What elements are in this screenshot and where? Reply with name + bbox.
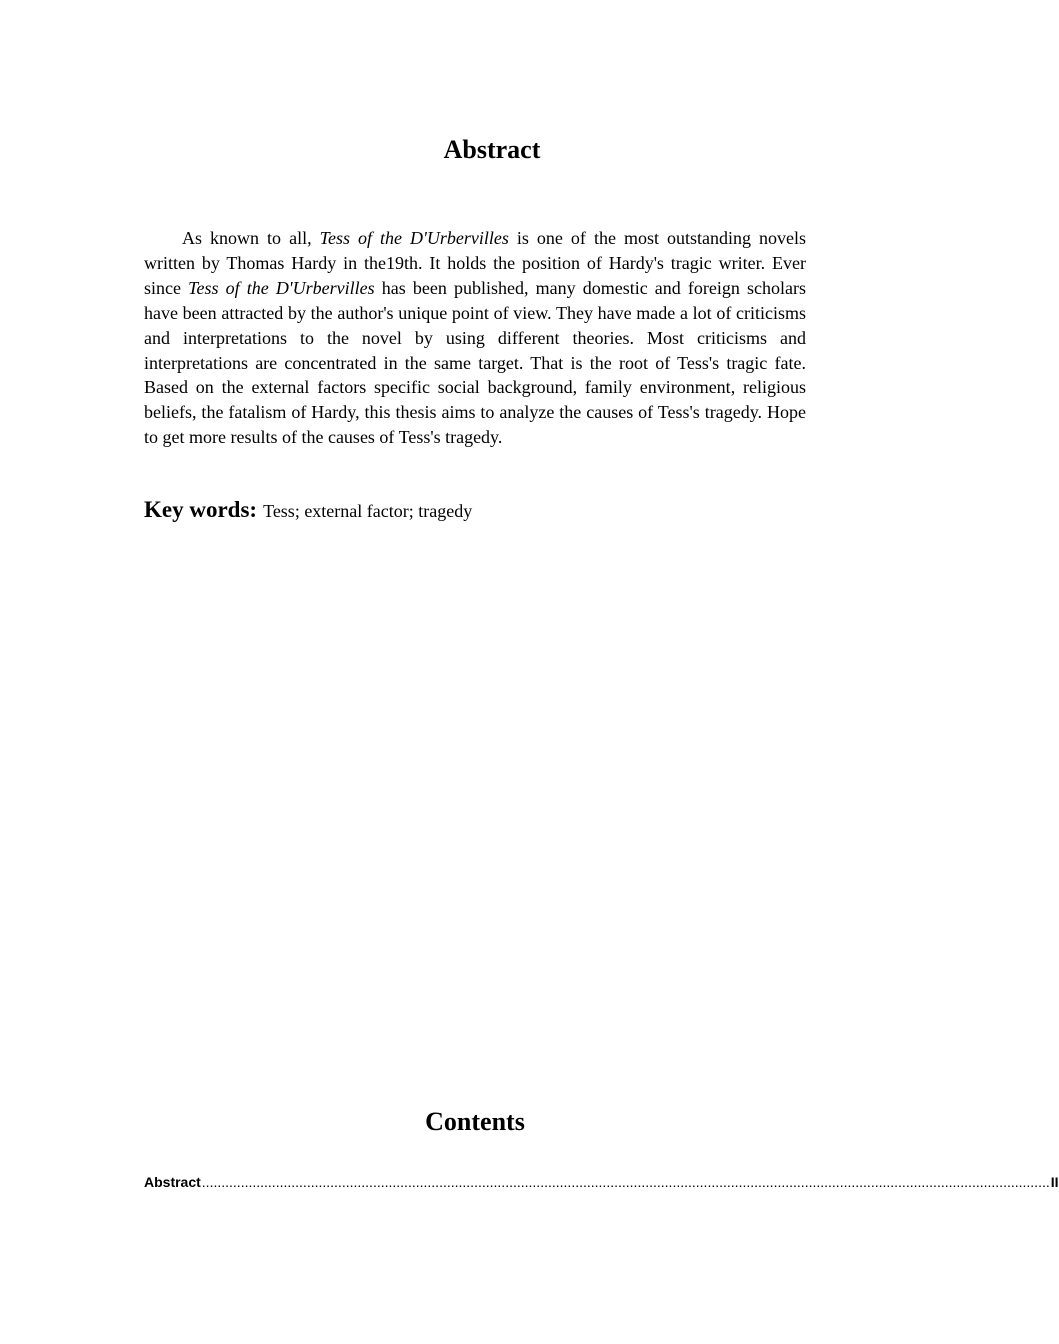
toc-page-number: II [1050,1174,1059,1190]
toc-entry-abstract[interactable] [144,1174,1059,1192]
novel-title-italic: Tess of the D'Urbervilles [319,228,509,248]
keywords-line [144,497,806,523]
keywords-label: Key words: [144,497,258,522]
toc-dot-leader: .......................................................................................................................................................................................................................... [201,1174,1050,1190]
abstract-text-2: is one of the most outstanding novels written by Thomas Hardy in the19th. It holds the position of Hardy's tragic writer. Ever since [144,228,807,298]
contents-heading: Contents [425,1107,525,1136]
keywords-value: Tess; external factor; tragedy [263,501,473,521]
abstract-paragraph [144,226,806,450]
abstract-heading: Abstract [443,135,541,164]
abstract-text-3: has been published, many domestic and foreign scholars have been attracted by the author's unique point of view. They have made a lot of criticisms and interpretations to the novel by using different theories. Most criticisms and interpretations are concentrated in the same target. That is the root of Tess's tragic fate. Based on the external factors specific social background, family environment, religious beliefs, the fatalism of Hardy, this thesis aims to analyze the causes of Tess's tragedy. Hope to get more results of the causes of Tess's tragedy. [144,277,807,448]
abstract-text-1: As known to all, [182,228,320,248]
toc-entry-label: Abstract [144,1174,201,1190]
novel-title-italic: Tess of the D'Urbervilles [188,277,375,298]
